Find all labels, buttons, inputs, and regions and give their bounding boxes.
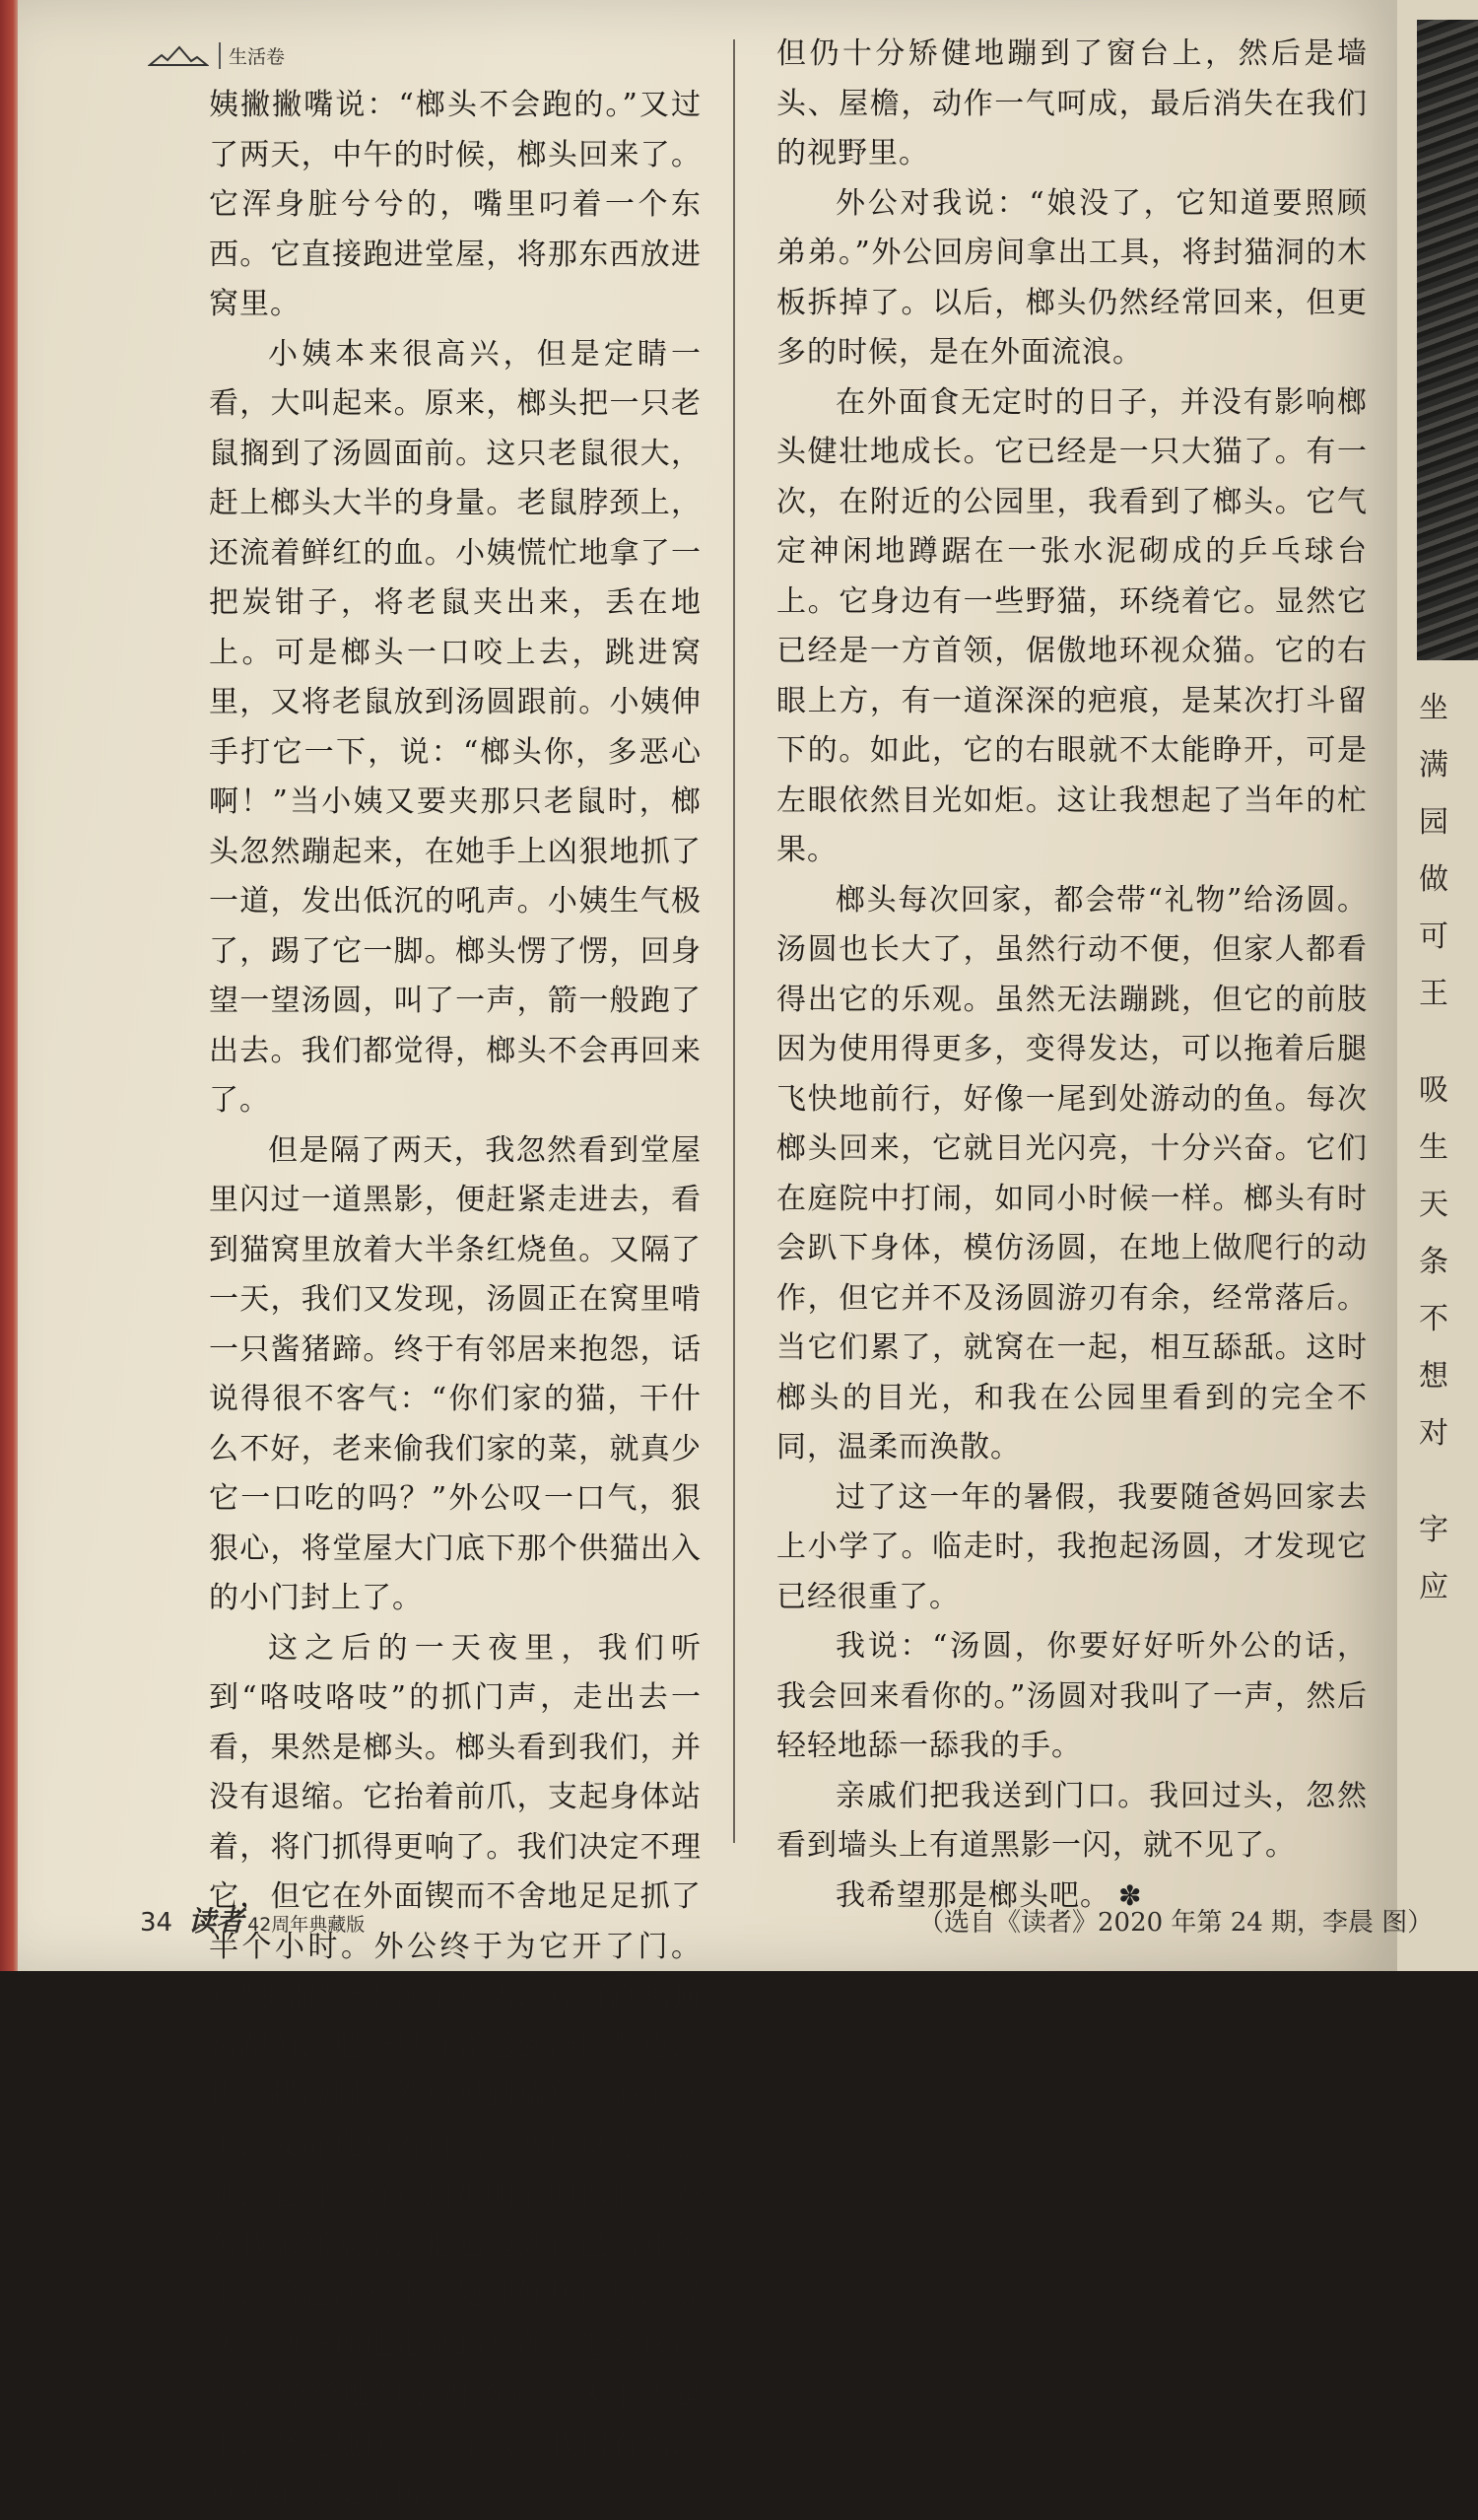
facing-char: 字 bbox=[1419, 1513, 1448, 1547]
facing-char: 条 bbox=[1419, 1245, 1448, 1279]
page-footer bbox=[140, 1900, 365, 1940]
paragraph: 榔头每次回家，都会带“礼物”给汤圆。汤圆也长大了，虽然行动不便，但家人都看得出它的乐观。虽然无法蹦跳，但它的前肢因为使用得更多，变得发达，可以拖着后腿飞快地前行，好像一尾到处游动的鱼。每次榔头回来，它就目光闪亮，十分兴奋。它们在庭院中打闹，如同小时候一样。榔头有时会趴下身体，模仿汤圆，在地上做爬行的动作，但它并不及汤圆游刃有余，经常落后。当它们累了，就窝在一起，相互舔舐。这时榔头的目光，和我在公园里看到的完全不同，温柔而涣散。 bbox=[776, 882, 1368, 1464]
source-credit: （选自《读者》2020 年第 24 期，李晨 图） bbox=[918, 1908, 1434, 1938]
column-divider bbox=[733, 39, 735, 1843]
mountain-logo-icon bbox=[148, 41, 209, 69]
paragraph: 在外面食无定时的日子，并没有影响榔头健壮地成长。它已经是一只大猫了。有一次，在附近的公园里，我看到了榔头。它气定神闲地蹲踞在一张水泥砌成的乒乓球台上。它身边有一些野猫，环绕着它。显然它已经是一方首领，倨傲地环视众猫。它的右眼上方，有一道深深的疤痕，是某次打斗留下的。如此，它的右眼就不太能睁开，可是左眼依然目光如炬。这让我想起了当年的杧果。 bbox=[776, 384, 1368, 867]
paragraph: 这之后的一天夜里，我们听到“咯吱咯吱”的抓门声，走出去一看，果然是榔头。榔头看到我们，并没有退缩。它抬着前爪，支起身体站着，将门抓得更响了。我们决定不理它，但它在外面锲而不舍地足足抓了半个小时。外公终于为它开了门。它“刺溜”一下冲了进去，径直跑到猫窝跟前，把一只麻雀送到汤圆嘴边，拱一拱汤圆，然后退到墙角，卧了下来，安静地舔着自己。我们这才注意到，它身上有几道很明显的伤痕。外公找来红汞水，把它抱到自己的膝盖上，给它涂药水。处理好伤口后，榔头一瘸一拐地走到猫窝前，把头探进去，轻轻地蹭了蹭汤圆，这才站起来，坚定地往门外走去。我们看到，榔头虽然受了伤， bbox=[209, 1630, 702, 2511]
paragraph: 亲戚们把我送到门口。我回过头，忽然看到墙头上有道黑影一闪，就不见了。 bbox=[776, 1778, 1368, 1863]
facing-page-photo bbox=[1417, 20, 1478, 660]
paragraph: 小姨本来很高兴，但是定睛一看，大叫起来。原来，榔头把一只老鼠搁到了汤圆面前。这只老鼠很大，赶上榔头大半的身量。老鼠脖颈上，还流着鲜红的血。小姨慌忙地拿了一把炭钳子，将老鼠夹出来，丢在地上。可是榔头一口咬上去，跳进窝里，又将老鼠放到汤圆跟前。小姨伸手打它一下，说：“榔头你，多恶心啊！”当小姨又要夹那只老鼠时，榔头忽然蹦起来，在她手上凶狠地抓了一道，发出低沉的吼声。小姨生气极了，踢了它一脚。榔头愣了愣，回身望一望汤圆，叫了一声，箭一般跑了出去。我们都觉得，榔头不会再回来了。 bbox=[209, 336, 702, 1118]
facing-char: 满 bbox=[1419, 748, 1448, 783]
magazine-logo: 读者 bbox=[188, 1905, 244, 1938]
facing-char: 应 bbox=[1419, 1570, 1448, 1604]
facing-page-text bbox=[1419, 680, 1478, 1616]
facing-char: 对 bbox=[1419, 1416, 1448, 1451]
final-sentence: 我希望那是榔头吧。 bbox=[836, 1877, 1110, 1913]
facing-char: 天 bbox=[1419, 1188, 1448, 1222]
facing-char: 王 bbox=[1419, 977, 1448, 1011]
paragraph: 外公对我说：“娘没了，它知道要照顾弟弟。”外公回房间拿出工具，将封猫洞的木板拆掉了。以后，榔头仍然经常回来，但更多的时候，是在外面流浪。 bbox=[776, 185, 1368, 370]
facing-char: 不 bbox=[1419, 1302, 1448, 1336]
section-label: 生活卷 bbox=[219, 42, 285, 69]
paragraph: 我说：“汤圆，你要好好听外公的话，我会回来看你的。”汤圆对我叫了一声，然后轻轻地舔一舔我的手。 bbox=[776, 1629, 1368, 1763]
facing-char: 可 bbox=[1419, 919, 1448, 954]
facing-char: 生 bbox=[1419, 1130, 1448, 1165]
paragraph: 但是隔了两天，我忽然看到堂屋里闪过一道黑影，便赶紧走进去，看到猫窝里放着大半条红烧鱼。又隔了一天，我们又发现，汤圆正在窝里啃一只酱猪蹄。终于有邻居来抱怨，话说得很不客气：“你们家的猫，干什么不好，老来偷我们家的菜，就真少它一口吃的吗？”外公叹一口气，狠狠心，将堂屋大门底下那个供猫出入的小门封上了。 bbox=[209, 1132, 702, 1615]
facing-char: 做 bbox=[1419, 862, 1448, 897]
section-header bbox=[148, 41, 285, 69]
paragraph: 过了这一年的暑假，我要随爸妈回家去上小学了。临走时，我抱起汤圆，才发现它已经很重了。 bbox=[776, 1479, 1368, 1614]
page-number: 34 bbox=[140, 1908, 173, 1938]
paragraph: 姨撇撇嘴说：“榔头不会跑的。”又过了两天，中午的时候，榔头回来了。它浑身脏兮兮的，嘴里叼着一个东西。它直接跑进堂屋，将那东西放进窝里。 bbox=[209, 88, 702, 321]
left-column bbox=[209, 81, 702, 2520]
paragraph: 但仍十分矫健地蹦到了窗台上，然后是墙头、屋檐，动作一气呵成，最后消失在我们的视野里。 bbox=[776, 36, 1368, 170]
facing-char: 吸 bbox=[1419, 1073, 1448, 1108]
facing-char: 想 bbox=[1419, 1359, 1448, 1394]
right-column bbox=[776, 30, 1368, 1921]
end-flower-icon: ✽ bbox=[1118, 1878, 1143, 1912]
edition-label: 42周年典藏版 bbox=[247, 1914, 366, 1936]
facing-char: 园 bbox=[1419, 805, 1448, 840]
facing-char: 坐 bbox=[1419, 691, 1448, 725]
